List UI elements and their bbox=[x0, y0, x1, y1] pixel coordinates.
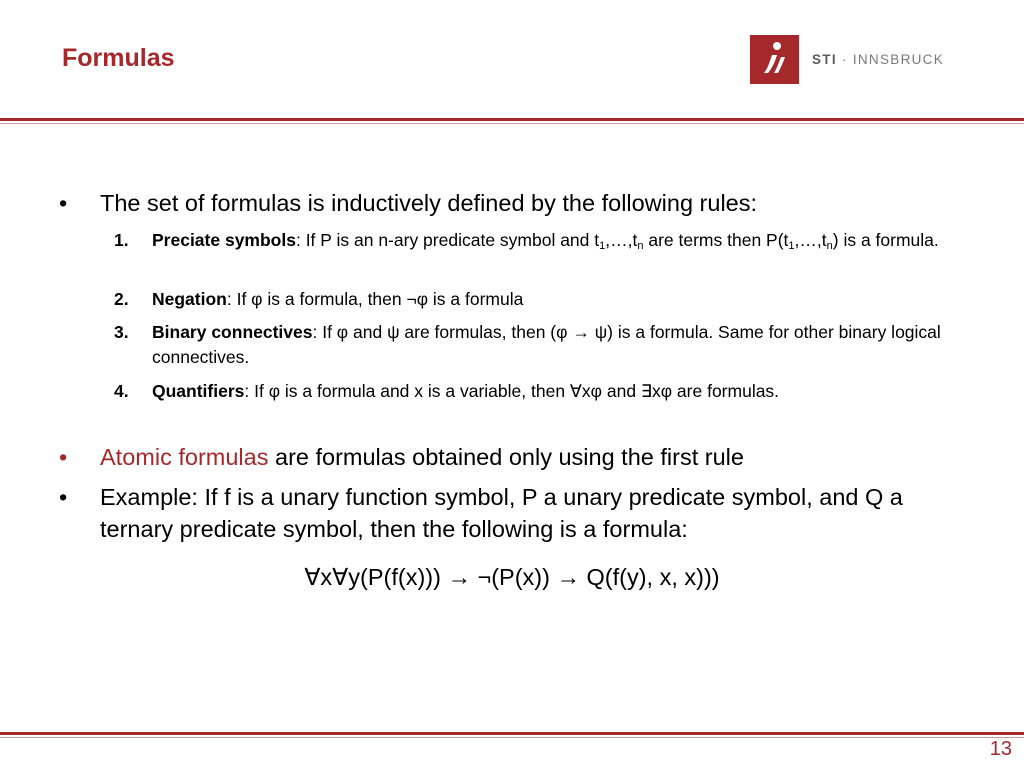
rule-text: : If φ and ψ are formulas, then (φ → ψ) is a formula. Same for other binary logical connectives. bbox=[152, 322, 941, 367]
rule-text: : If P is an n-ary predicate symbol and t bbox=[295, 230, 600, 250]
rule-heading: Negation bbox=[152, 289, 227, 309]
rule-item-2 bbox=[114, 287, 962, 312]
rule-heading: Quantifiers bbox=[152, 381, 245, 401]
logo-separator: · bbox=[836, 51, 853, 67]
example-formula: ∀x∀y(P(f(x))) → ¬(P(x)) → Q(f(y), x, x))) bbox=[304, 564, 720, 590]
header-divider-thin bbox=[0, 123, 1024, 124]
atomic-formulas-highlight: Atomic formulas bbox=[100, 444, 269, 470]
rule-text: are terms then P(t bbox=[643, 230, 789, 250]
footer-divider-thin bbox=[0, 737, 1024, 738]
slide-title: Formulas bbox=[62, 44, 175, 72]
page-number: 13 bbox=[989, 738, 1012, 760]
logo-brand: STI bbox=[812, 51, 837, 67]
logo-text bbox=[812, 52, 944, 67]
rule-text: ) is a formula. bbox=[832, 230, 939, 250]
rule-item-1 bbox=[114, 228, 962, 253]
subscript: 1 bbox=[599, 240, 606, 252]
subscript: 1 bbox=[788, 240, 795, 252]
rule-item-4 bbox=[114, 379, 962, 404]
rule-text: ,…,t bbox=[794, 230, 827, 250]
bullet-atomic bbox=[59, 441, 980, 473]
rule-number: 4. bbox=[114, 381, 129, 401]
header-divider bbox=[0, 118, 1024, 121]
bullet-example bbox=[59, 481, 980, 545]
rule-number: 2. bbox=[114, 289, 129, 309]
subscript: n bbox=[637, 240, 644, 252]
bullet-intro bbox=[59, 187, 980, 219]
sti-innsbruck-logo bbox=[750, 34, 944, 84]
sti-logo-icon bbox=[750, 35, 799, 84]
rule-text: : If φ is a formula and x is a variable, then ∀xφ and ∃xφ are formulas. bbox=[244, 381, 780, 401]
rule-text: : If φ is a formula, then ¬φ is a formula bbox=[226, 289, 524, 309]
rule-item-3 bbox=[114, 320, 962, 370]
rule-text: ,…,t bbox=[605, 230, 638, 250]
bullet-atomic-text: are formulas obtained only using the first rule bbox=[268, 444, 744, 470]
rule-heading: Binary connectives bbox=[152, 322, 313, 342]
footer-divider bbox=[0, 732, 1024, 735]
bullet-marker: • bbox=[59, 444, 68, 470]
rule-number: 3. bbox=[114, 322, 129, 342]
bullet-intro-text: The set of formulas is inductively defined by the following rules: bbox=[100, 190, 758, 216]
bullet-example-text: Example: If f is a unary function symbol, P a unary predicate symbol, and Q a ternary predicate symbol, then the following is a formula: bbox=[100, 484, 903, 542]
rule-number: 1. bbox=[114, 230, 129, 250]
logo-name: INNSBRUCK bbox=[852, 51, 945, 67]
subscript: n bbox=[826, 240, 833, 252]
bullet-marker: • bbox=[59, 484, 68, 510]
bullet-marker: • bbox=[59, 190, 68, 216]
rule-heading: Preciate symbols bbox=[152, 230, 296, 250]
